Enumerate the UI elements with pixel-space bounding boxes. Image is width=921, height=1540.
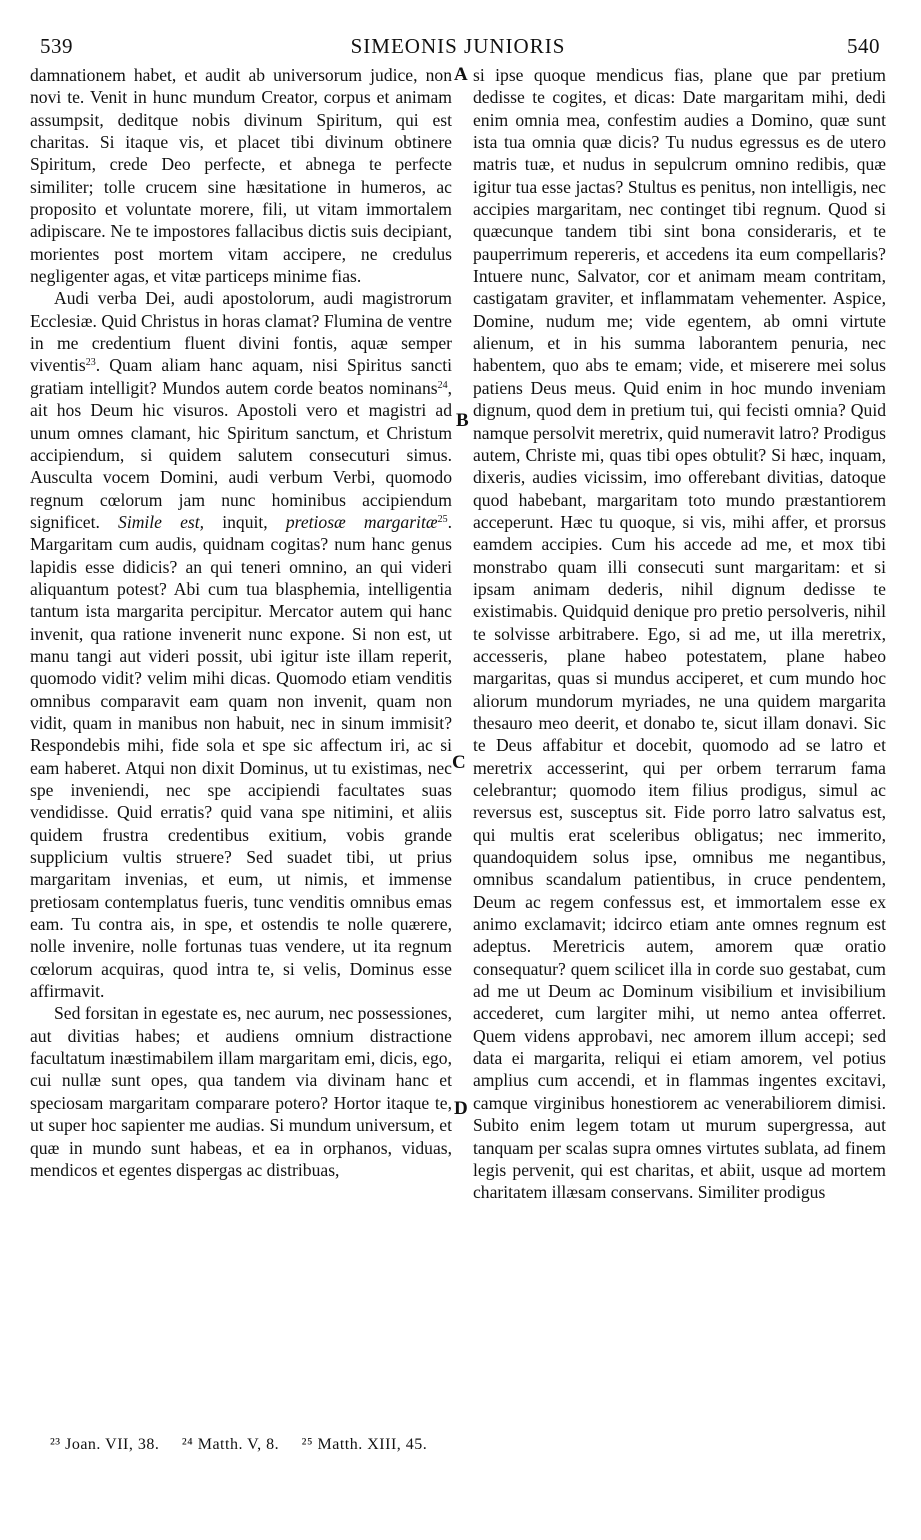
italic-quote: Simile est, — [118, 511, 205, 532]
text-run: Audi verba Dei, audi apostolorum, audi magistrorum Ecclesiæ. Quid Christus in horas clamat? Flumina de ventre in me credentium fluent divini fontis, aquæ semper viventis — [30, 288, 452, 376]
footnote-ref-24: 24 — [437, 379, 448, 391]
text-run: , ait hos Deum hic visuros. Apostoli vero et magistri ad unum omnes clamant, hic Spiritum sanctum, et Christum accipiendum, si quidem salutem consecuturi simus. Ausculta vocem Domini, audi verbum Verbi, quomodo regnum cœlorum jam nunc hominibus accipiendum significet. — [30, 377, 452, 532]
margin-marker-a: A — [454, 64, 468, 85]
margin-marker-d: D — [454, 1098, 468, 1119]
left-paragraph-3: Sed forsitan in egestate es, nec aurum, nec possessiones, aut divitias habes; et audiens omnium distractione facultatum inæstimabilem illam margaritam emi, dicis, ego, cui nullæ sunt opes, qua tandem via divinam hanc et speciosam margaritam comparare potero? Hortor itaque te, ut super hoc sapienter me audias. Si mundum universum, et quæ in mundo sunt habeas, et ea in orphanos, viduas, mendicos et egentes dispergas ac distribuas, — [30, 1003, 452, 1180]
footnote-ref-23: 23 — [85, 357, 96, 369]
footnote-24: ²⁴ Matth. V, 8. — [181, 1436, 280, 1453]
page-number-right: 540 — [847, 34, 880, 58]
text-run: . Margaritam cum audis, quidnam cogitas? num hanc genus lapidis esse didicis? an qui teneri omnino, an qui videri aliquantum potest? Abi cum tua blasphemia, intelligentia tantum ista margarita percipitur. Mercator autem qui hanc invenit, qua ratione invenerit nunc expone. Si non est, ut manu tangi aut videri possit, ubi igitur iste illam reperit, quomodo vidit? velim mihi dicas. Quomodo etiam venditis omnibus comparavit eam quam non invenit, quam non vidit, quam in manibus non habuit, nec in sinum immisit? Respondebis mihi, fide sola et spe sic affectum iri, ac si eam haberet. Atqui non dixit Dominus, ut tu existimas, nec spe inveniendi, nec spe accipiendi facultates suas vendidisse. Quid erratis? quid vana spe nitimini, et aliis quidem frustra credentibus exitium, vobis grande supplicium vultis struere? Sed suadet tibi, ut prius margaritam invenias, et eum, ut nimis, et immense pretiosam contemplatus fueris, tunc venditis omnibus emas eam. Tu contra ais, in spe, et ostendis te nolle quærere, nolle invenire, nolle fortunas tuas vendere, ut ita regnum cœlorum acquiras, quod intra te, si velis, Dominus esse affirmavit. — [30, 511, 452, 1002]
text-run: . Quam aliam hanc aquam, nisi Spiritus sancti gratiam intelligit? Mundos autem corde beatos nominans — [30, 355, 452, 398]
text-run: inquit, — [222, 511, 268, 532]
left-column — [30, 64, 452, 1181]
right-paragraph-1: si ipse quoque mendicus fias, plane que par pretium dedisse te cogites, et dicas: Date margaritam mihi, dedi enim omnia mea, confestim audies a Domino, quæ sunt ista tua omnia quæ dicis? Tu nudus egressus es de utero matris tuæ, et nudus in sepulcrum omnino redibis, quæ igitur tua esse jactas? Stultus es penitus, non intelligis, nec accipies margaritam, nec continget tibi regnum. Quod si quæcunque tandem tibi sint bona consideraris, et te pauperrimum repereris, et accedens ita eum compellaris? Intuere nunc, Salvator, cor et animam meam contritam, castigatam graviter, et inflammatam vehementer. Aspice, Domine, nudum me; vide egentem, ab omni virtute alienum, et in his summa laborantem penuria, nec habentem, quo abs te emam; vide, et miserere mei solus patiens Deus meus. Quid enim in hoc mundo inveniam dignum, quod dem in pretium tui, qui fecisti omnia? Quid namque persolvit meretrix, quid numeravit latro? Prodigus autem, Christe mi, quas tibi opes obtulit? Si hæc, inquam, dixeris, audies vicissim, imo offerebant divitias, datoque quod habebant, margaritam toto mundo præstantiorem acceperunt. Hæc tu quoque, si vis, mihi affer, et prorsus eamdem accipies. Cum his accede ad me, et mox tibi monstrabo quam illi consecuti sunt margaritam: et si ipsam animam dederis, nihil dignum dedisse te existimabis. Quidquid denique pro pretio persolveris, nihil te solvisse arbitrabere. Ego, si ad me, ut illa meretrix, accesseris, plane habeo potestatem, plane habeo margaritas, quas si mundus acciperet, et cum mundo hoc aliorum mundorum myriades, ne una quidem margarita thesauro meo deerit, et donabo te, sicut illam donavi. Sic te Deus affabitur et docebit, quomodo ad se latro et meretrix accesserint, qui per orbem terrarum fama celebrantur; quomodo item filius prodigus, simul ac reversus est, susceptus sit. Fide porro latro salvatus est, qui multis erat sceleribus obligatus; nec immerito, quandoquidem solus ipse, omnibus me negantibus, omnibus scandalum patientibus, in cruce pendentem, Deum ac regem confessus est, et immortalem esse ex animo exclamavit; idcirco etiam ante omnes regnum est adeptus. Meretricis autem, amorem quæ oratio consequatur? quem scilicet illa in corde suo gestabat, cum ad me ut Deum ac Dominum visibilium et invisibilium accederet, cum largiter mihi, ut nemo antea offerret. Quem videns approbavi, nec amorem illum accepi; sed data ei margarita, reliqui ei etiam amorem, vel potius amplius cum accendi, et in flammas ingentes excitavi, camque virginibus honestiorem ac venerabiliorem dimisi. Subito enim legem totam ut murum supergressa, aut tanquam per scalas supra omnes virtutes sublata, ad finem legis pervenit, qui est charitas, et abiit, usque ad mortem charitatem illæsam conservans. Similiter prodigus — [473, 65, 886, 1203]
footnotes — [50, 1436, 445, 1454]
left-paragraph-2 — [30, 287, 452, 1002]
left-paragraph-1: damnationem habet, et audit ab universorum judice, non novi te. Venit in hunc mundum Creator, corpus et animam assumpsit, deditque nobis divinum Spiritum, qui est charitas. Si itaque vis, et placet tibi divinum obtinere Spiritum, crede Deo perfecte, et abnega te perfecte similiter; tolle crucem sine hæsitatione in humeros, ac proposito et voluntate morere, fili, ut vitam immortalem adipiscare. Ne te impostores fallacibus dictis suis decipiant, morientes post mortem vitam accipere, ne credulus negligenter agas, et vitæ particeps minime fias. — [30, 65, 452, 287]
right-column — [473, 64, 886, 1204]
page-number-left: 539 — [40, 34, 73, 58]
margin-marker-b: B — [456, 410, 469, 431]
running-title: SIMEONIS JUNIORIS — [350, 34, 566, 58]
margin-marker-c: C — [452, 752, 466, 773]
footnote-23: ²³ Joan. VII, 38. — [50, 1436, 160, 1453]
footnote-ref-25: 25 — [437, 513, 448, 525]
page-header — [32, 34, 884, 60]
italic-quote: pretiosæ margaritæ — [285, 511, 438, 532]
footnote-25: ²⁵ Matth. XIII, 45. — [301, 1436, 428, 1453]
